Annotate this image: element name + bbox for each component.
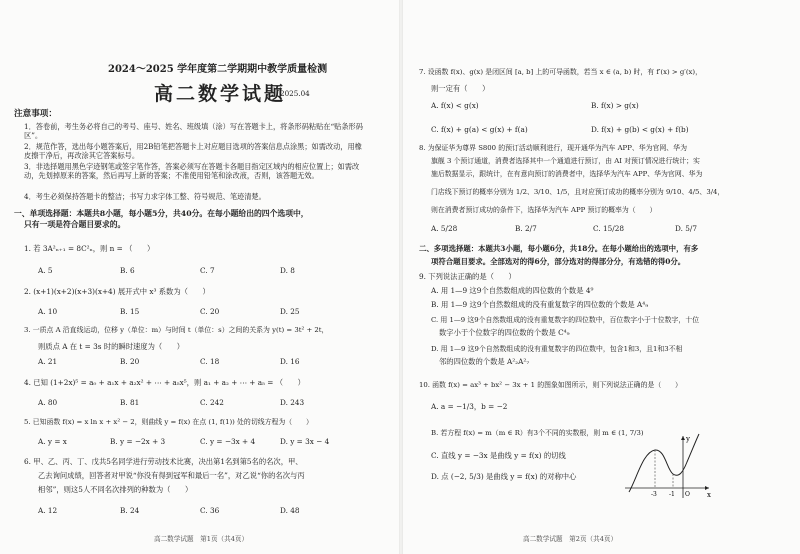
q1-opt-a: A. 5 — [38, 266, 53, 275]
footer-right: 高二数学试题 第2页（共4页） — [523, 535, 618, 543]
q8-line-3: 施后数据显示，跟统计，在有意向预订的消费者中，选择华为汽车 APP、华为官网、华为 — [431, 170, 703, 178]
q9-opt-c: C. 用 1—9 这9个自然数组成的没有重复数字的四位数中，百位数字小于十位数字，十位 — [431, 316, 700, 324]
q9-opt-d: D. 用 1—9 这9个自然数组成的没有重复数字的四位数中，包含1和3，且1和3不相 — [431, 345, 683, 353]
exam-title: 2024～2025 学年度第二学期期中教学质量检测 — [108, 64, 328, 75]
q7-opt-d: D. f(x) + g(b) < g(x) + f(b) — [591, 125, 689, 134]
q8-opt-c: C. 15/28 — [593, 224, 624, 233]
note-4: 4．考生必须保持答题卡的整洁；书写力求字体工整、符号规范、笔迹清楚。 — [24, 192, 266, 201]
graph-tick-neg1: -1 — [669, 491, 675, 498]
q9-opt-b: B. 用 1—9 这9个自然数组成的没有重复数字的四位数的个数是 A⁴₉ — [431, 300, 649, 309]
footer-left: 高二数学试题 第1页（共4页） — [154, 535, 249, 543]
q6-stem-3: 相邻”，则这5人不同名次排列的种数为（ ） — [38, 485, 193, 494]
note-2: 2．规范作答，选出每小题答案后，用2B铅笔把答题卡上对应题目选项的答案信息点涂黑；如需改动，用橡皮擦干净后，再改涂其它答案标号。 — [24, 142, 362, 160]
q1-opt-c: C. 7 — [200, 266, 215, 275]
q8-line-5: 则在消费者预订成功的条件下，选择华为汽车 APP 预订的概率为（ ） — [431, 206, 657, 214]
q5-opt-c: C. y = −3x + 4 — [200, 437, 256, 446]
q4-opt-d: D. 243 — [280, 398, 305, 407]
section1-heading-2: 只有一项是符合题目要求的。 — [24, 220, 126, 229]
q2-opt-a: A. 10 — [38, 307, 58, 316]
graph-tick-neg3: -3 — [651, 491, 657, 498]
graph-x-label: x — [707, 491, 711, 499]
q5-stem: 5. 已知函数 f(x) = x ln x + x² − 2，则曲线 y = f(x) 在点 (1, f(1)) 处的切线方程为（ ） — [24, 418, 313, 426]
q3-stem: 3. 一质点 A 沿直线运动，位移 y（单位：m）与时间 t（单位：s）之间的关系为 y(t) = 3t² + 2t， — [24, 326, 329, 334]
q10-opt-c: C. 直线 y = −3x 是曲线 y = f(x) 的切线 — [431, 451, 566, 460]
q10-opt-d: D. 点 (−2, 5/3) 是曲线 y = f(x) 的对称中心 — [431, 472, 577, 481]
q2-stem: 2. (x+1)(x+2)(x+3)(x+4) 展开式中 x³ 系数为（ ） — [24, 287, 210, 296]
q4-stem: 4. 已知 (1+2x)⁵ = a₀ + a₁x + a₂x² + ⋯ + a₅x⁵，则 a₁ + a₂ + ⋯ + a₅ = （ ） — [24, 378, 305, 387]
q3-opt-c: C. 18 — [200, 357, 220, 366]
q7-opt-c: C. f(x) + g(a) < g(x) + f(a) — [431, 125, 528, 134]
q1-opt-d: D. 8 — [280, 266, 295, 275]
q3-opt-b: B. 20 — [120, 357, 140, 366]
q8-line-2: 旗舰 3 个预订通道，消费者选择其中一个通道进行预订，由 AI 对预订情况进行统计；实 — [431, 157, 700, 165]
q5-opt-d: D. y = 3x − 4 — [280, 437, 330, 446]
q1-opt-b: B. 6 — [120, 266, 135, 275]
q5-opt-a: A. y = x — [38, 437, 67, 446]
graph-y-label: y — [686, 435, 690, 443]
q6-opt-b: B. 24 — [120, 506, 140, 515]
function-graph — [623, 432, 713, 500]
q1-stem: 1. 若 3A²ₙ₊₁ = 8C²ₙ，则 n = （ ） — [24, 244, 155, 253]
q5-opt-b: B. y = −2x + 3 — [110, 437, 166, 446]
note-3: 3．非选择题用黑色字迹钢笔或签字笔作答，答案必须写在答题卡各题目指定区域内的相应位置上；如需改动，先划掉原来的答案，然后再写上新的答案；不准使用铅笔和涂改液，否则，该答题无效。 — [24, 162, 360, 180]
q3-opt-d: D. 16 — [280, 357, 300, 366]
x-axis-arrow — [705, 486, 709, 490]
q4-opt-b: B. 81 — [120, 398, 140, 407]
exam-date: 2025.04 — [280, 89, 310, 98]
q6-stem: 6. 甲、乙、丙、丁、戊共5名同学进行劳动技术比赛，决出第1名到第5名的名次，甲、 — [24, 457, 303, 466]
q2-opt-d: D. 25 — [280, 307, 300, 316]
note-1: 1．答卷前，考生务必将自己的考号、座号、姓名、班级填（涂）写在答题卡上，将条形码粘贴在“贴条形码区”。 — [24, 122, 363, 140]
q10-opt-a: A. a = −1/3，b = −2 — [431, 402, 508, 411]
q9-opt-a: A. 用 1—9 这9个自然数组成的四位数的个数是 4⁹ — [431, 286, 594, 295]
y-axis-arrow — [681, 436, 685, 440]
q9-stem: 9. 下列说法正确的是（ ） — [419, 272, 516, 281]
q2-opt-c: C. 20 — [200, 307, 220, 316]
q9-opt-d-2: 邻的四位数的个数是 A²₂A²₇ — [439, 357, 530, 366]
page-fold — [399, 0, 403, 554]
section2-heading: 二、多项选择题：本题共3小题，每小题6分，共18分。在每小题给出的选项中，有多 — [419, 244, 699, 253]
q3-opt-a: A. 21 — [38, 357, 58, 366]
q8-opt-a: A. 5/28 — [431, 224, 458, 233]
q7-opt-b: B. f(x) > g(x) — [591, 101, 639, 110]
subject-title: 高二数学试题 — [154, 83, 287, 105]
q6-opt-c: C. 36 — [200, 506, 220, 515]
q10-opt-b: B. 若方程 f(x) = m（m ∈ R）有3个不同的实数根，则 m ∈ (1, 7/3) — [431, 429, 644, 437]
graph-origin-label: O — [685, 491, 690, 498]
q4-opt-a: A. 80 — [38, 398, 58, 407]
q8-opt-b: B. 2/7 — [515, 224, 537, 233]
q7-stem-2: 则一定有（ ） — [431, 84, 490, 93]
notes-heading: 注意事项： — [14, 109, 57, 119]
q4-opt-c: C. 242 — [200, 398, 224, 407]
section1-heading: 一、单项选择题：本题共8小题，每小题5分，共40分。在每小题给出的四个选项中， — [14, 209, 309, 218]
q3-stem-2: 则质点 A 在 t = 3s 时的瞬时速度为（ ） — [38, 342, 185, 351]
right-page — [405, 0, 800, 554]
q6-stem-2: 乙去询问成绩，回答者对甲说“你没有得到冠军和最后一名”，对乙说“你的名次与丙 — [38, 471, 305, 480]
q8-line-1: 8. 为保证华为尊界 S800 的预订活动顺利进行，现开通华为汽车 APP、华为官网、华为 — [419, 144, 687, 152]
section2-heading-2: 项符合题目要求。全部选对的得6分，部分选对的得部分分，有选错的得0分。 — [431, 257, 686, 266]
q8-line-4: 门店线下预订的概率分别为 1/2、3/10、1/5，且对应预订成功的概率分别为 9/10、4/5、3/4， — [431, 188, 725, 196]
q6-opt-d: D. 48 — [280, 506, 300, 515]
q7-opt-a: A. f(x) < g(x) — [431, 101, 479, 110]
q9-opt-c-2: 数字小于个位数字的四位数的个数是 C⁴₉ — [439, 328, 570, 337]
q6-opt-a: A. 12 — [38, 506, 58, 515]
q10-stem: 10. 函数 f(x) = ax³ + bx² − 3x + 1 的图象如图所示，则下列说法正确的是（ ） — [419, 381, 682, 389]
q8-opt-d: D. 5/7 — [675, 224, 697, 233]
q7-stem: 7. 设函数 f(x)、g(x) 是闭区间 [a, b] 上的可导函数，若当 x ∈ (a, b) 时，有 f′(x) > g′(x)， — [419, 68, 702, 76]
q2-opt-b: B. 15 — [120, 307, 140, 316]
